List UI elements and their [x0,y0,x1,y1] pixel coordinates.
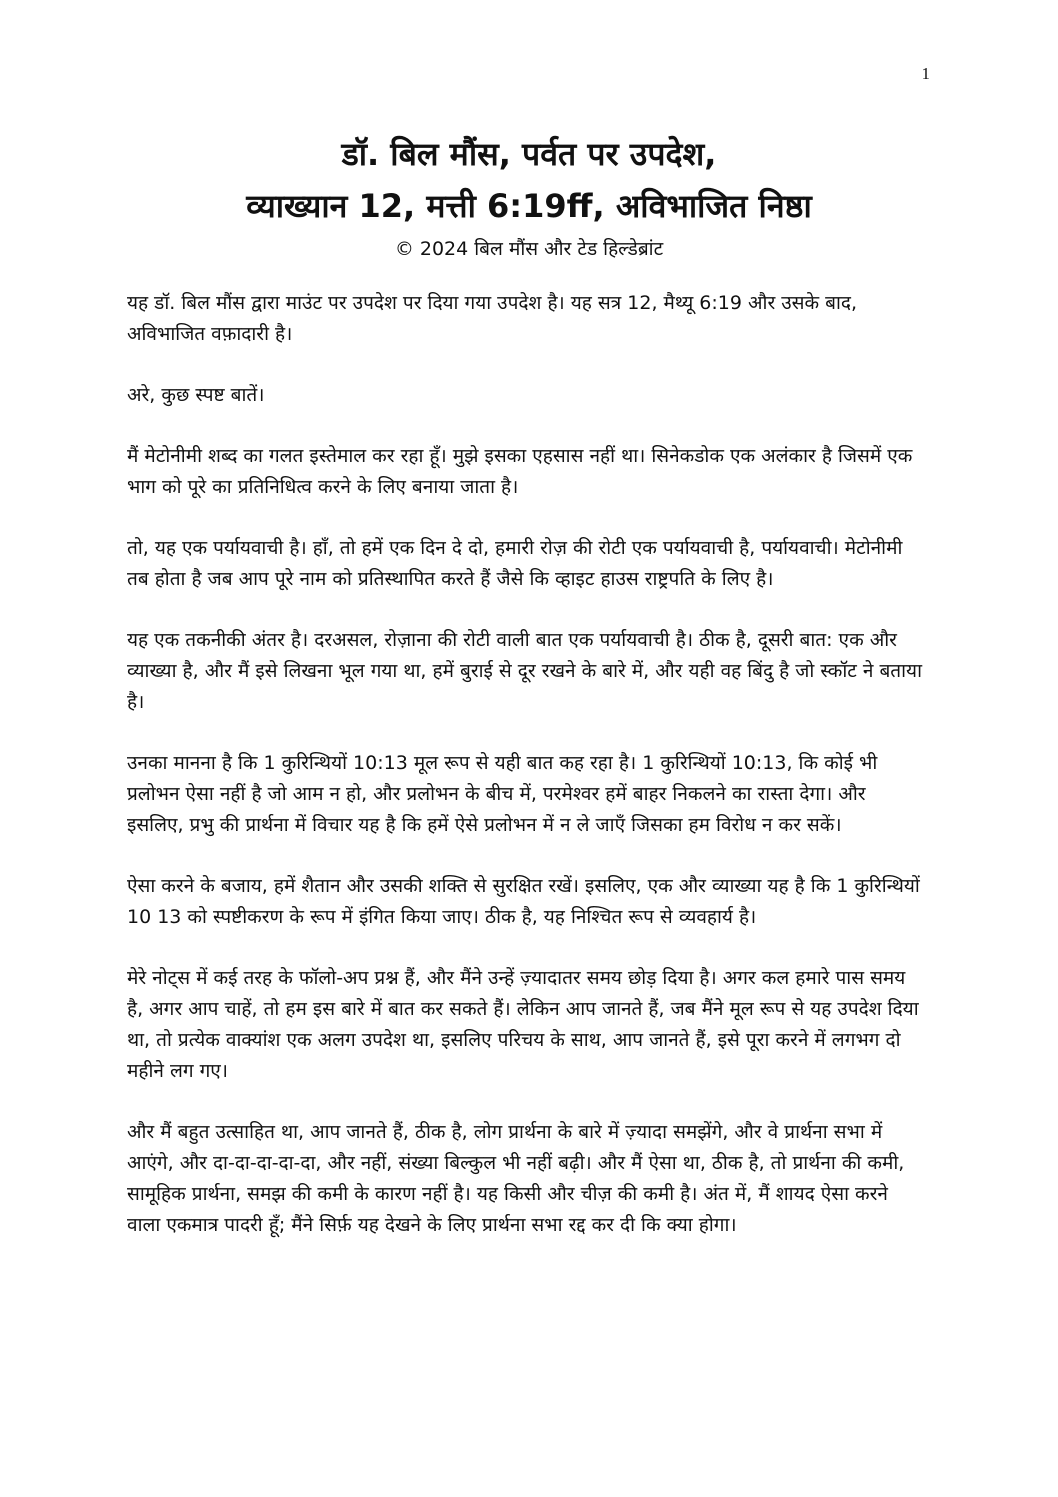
page-title-line-1: डॉ. बिल मौंस, पर्वत पर उपदेश, [341,135,717,173]
paragraph: और मैं बहुत उत्साहित था, आप जानते हैं, ठीक है, लोग प्रार्थना के बारे में ज़्यादा समझेंगे, और वे प्रार्थना सभा में आएंगे, और दा-दा-दा-दा-दा, और नहीं, संख्या बिल्कुल भी नहीं बढ़ी। और मैं ऐसा था, ठीक है, तो प्रार्थना की कमी, सामूहिक प्रार्थना, समझ की कमी के कारण नहीं है। यह किसी और चीज़ की कमी है। अंत में, मैं शायद ऐसा करने वाला एकमात्र पादरी हूँ; मैंने सिर्फ़ यह देखने के लिए प्रार्थना सभा रद्द कर दी कि क्या होगा। [127,1121,905,1236]
page-title-line-2: व्याख्यान 12, मत्ती 6:19ff, अविभाजित निष्ठा [246,187,812,225]
paragraph: उनका मानना है कि 1 कुरिन्थियों 10:13 मूल रूप से यही बात कह रहा है। 1 कुरिन्थियों 10:13, कि कोई भी प्रलोभन ऐसा नहीं है जो आम न हो, और प्रलोभन के बीच में, परमेश्वर हमें बाहर निकलने का रास्ता देगा। और इसलिए, प्रभु की प्रार्थना में विचार यह है कि हमें ऐसे प्रलोभन में न ले जाएँ जिसका हम विरोध न कर सकें। [127,752,878,836]
paragraph: मैं मेटोनीमी शब्द का गलत इस्तेमाल कर रहा हूँ। मुझे इसका एहसास नहीं था। सिनेकडोक एक अलंकार है जिसमें एक भाग को पूरे का प्रतिनिधित्व करने के लिए बनाया जाता है। [127,445,913,498]
page-number: 1 [921,64,930,83]
copyright-notice: © 2024 बिल मौंस और टेड हिल्डेब्रांट [394,238,664,260]
paragraph: अरे, कुछ स्पष्ट बातें। [127,384,265,406]
paragraph: तो, यह एक पर्यायवाची है। हाँ, तो हमें एक दिन दे दो, हमारी रोज़ की रोटी एक पर्यायवाची है, पर्यायवाची। मेटोनीमी तब होता है जब आप पूरे नाम को प्रतिस्थापित करते हैं जैसे कि व्हाइट हाउस राष्ट्रपति के लिए है। [127,537,903,590]
paragraph: ऐसा करने के बजाय, हमें शैतान और उसकी शक्ति से सुरक्षित रखें। इसलिए, एक और व्याख्या यह है कि 1 कुरिन्थियों 10 13 को स्पष्टीकरण के रूप में इंगित किया जाए। ठीक है, यह निश्चित रूप से व्यवहार्य है। [127,875,920,928]
document-body [127,288,927,1271]
title-block [60,128,998,262]
paragraph: यह एक तकनीकी अंतर है। दरअसल, रोज़ाना की रोटी वाली बात एक पर्यायवाची है। ठीक है, दूसरी बात: एक और व्याख्या है, और मैं इसे लिखना भूल गया था, हमें बुराई से दूर रखने के बारे में, और यही वह बिंदु है जो स्कॉट ने बताया है। [127,629,922,713]
paragraph: मेरे नोट्स में कई तरह के फॉलो-अप प्रश्न हैं, और मैंने उन्हें ज़्यादातर समय छोड़ दिया है। अगर कल हमारे पास समय है, अगर आप चाहें, तो हम इस बारे में बात कर सकते हैं। लेकिन आप जानते हैं, जब मैंने मूल रूप से यह उपदेश दिया था, तो प्रत्येक वाक्यांश एक अलग उपदेश था, इसलिए परिचय के साथ, आप जानते हैं, इसे पूरा करने में लगभग दो महीने लग गए। [127,967,919,1082]
paragraph: यह डॉ. बिल मौंस द्वारा माउंट पर उपदेश पर दिया गया उपदेश है। यह सत्र 12, मैथ्यू 6:19 और उसके बाद, अविभाजित वफ़ादारी है। [127,292,858,345]
